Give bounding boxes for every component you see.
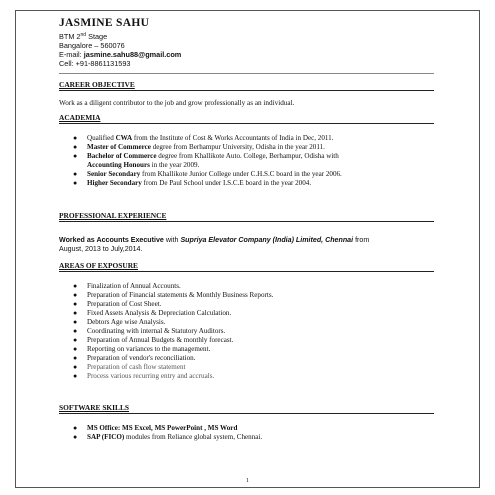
objective-text: Work as a diligent contributor to the job and grow professionally as an individual.	[59, 99, 295, 107]
list-item: ● Master of Commerce degree from Berhampur University, Odisha in the year 2011.	[73, 143, 325, 151]
list-item: ● Finalization of Annual Accounts.	[73, 282, 181, 290]
address-line-2: Bangalore – 560076	[59, 41, 125, 50]
section-career-objective: CAREER OBJECTIVE	[59, 80, 434, 91]
cell-line: Cell: +91-8861131593	[59, 59, 131, 68]
candidate-name: JASMINE SAHU	[59, 17, 150, 29]
exposure-list	[73, 282, 273, 381]
section-professional-experience: PROFESSIONAL EXPERIENCE	[59, 211, 434, 222]
section-areas-of-exposure: AREAS OF EXPOSURE	[59, 261, 434, 272]
experience-line: Worked as Accounts Executive with Supriya Elevator Company (India) Limited, Chennai from	[59, 236, 370, 244]
list-item: ● Senior Secondary from Khallikote Junior College under C.H.S.C board in the year 2006.	[73, 170, 342, 178]
page-number: 1	[246, 478, 249, 484]
email-line: E-mail: jasmine.sahu88@gmail.com	[59, 50, 182, 59]
list-item: ● Preparation of vendor's reconciliation.	[73, 354, 196, 362]
list-item: ● Preparation of Cost Sheet.	[73, 300, 162, 308]
list-item: ● Bachelor of Commerce degree from Khallikote Auto. College, Berhampur, Odisha with Accounting Honours in the year 2009.	[73, 152, 339, 169]
list-item: ● Reporting on variances to the management.	[73, 345, 211, 353]
list-item: ● SAP (FICO) modules from Reliance global system, Chennai.	[73, 433, 263, 441]
list-item: ● Higher Secondary from De Paul School under I.S.C.E board in the year 2004.	[73, 179, 312, 187]
section-software-skills: SOFTWARE SKILLS	[59, 403, 434, 414]
list-item: ● Preparation of Annual Budgets & monthly forecast.	[73, 336, 234, 344]
list-item: ● Coordinating with internal & Statutory Auditors.	[73, 327, 226, 335]
email-address: jasmine.sahu88@gmail.com	[83, 50, 182, 59]
list-item: ● Preparation of Financial statements & Monthly Business Reports.	[73, 291, 274, 299]
section-academia: ACADEMIA	[59, 113, 434, 124]
address-line-1: BTM 2nd Stage	[59, 32, 108, 41]
software-list	[73, 424, 262, 442]
list-item: ● Process various recurring entry and accruals.	[73, 372, 215, 380]
list-item: ● MS Office: MS Excel, MS PowerPoint , MS Word	[73, 424, 238, 432]
list-item: ● Preparation of cash flow statement	[73, 363, 186, 371]
list-item: ● Debtors Age wise Analysis.	[73, 318, 166, 326]
list-item: ● Fixed Assets Analysis & Depreciation Calculation.	[73, 309, 232, 317]
list-item: ● Qualified CWA from the Institute of Cost & Works Accountants of India in Dec, 2011.	[73, 134, 334, 142]
academia-list	[73, 134, 342, 188]
experience-dates: August, 2013 to July,2014.	[59, 245, 143, 253]
header-divider	[59, 73, 434, 74]
